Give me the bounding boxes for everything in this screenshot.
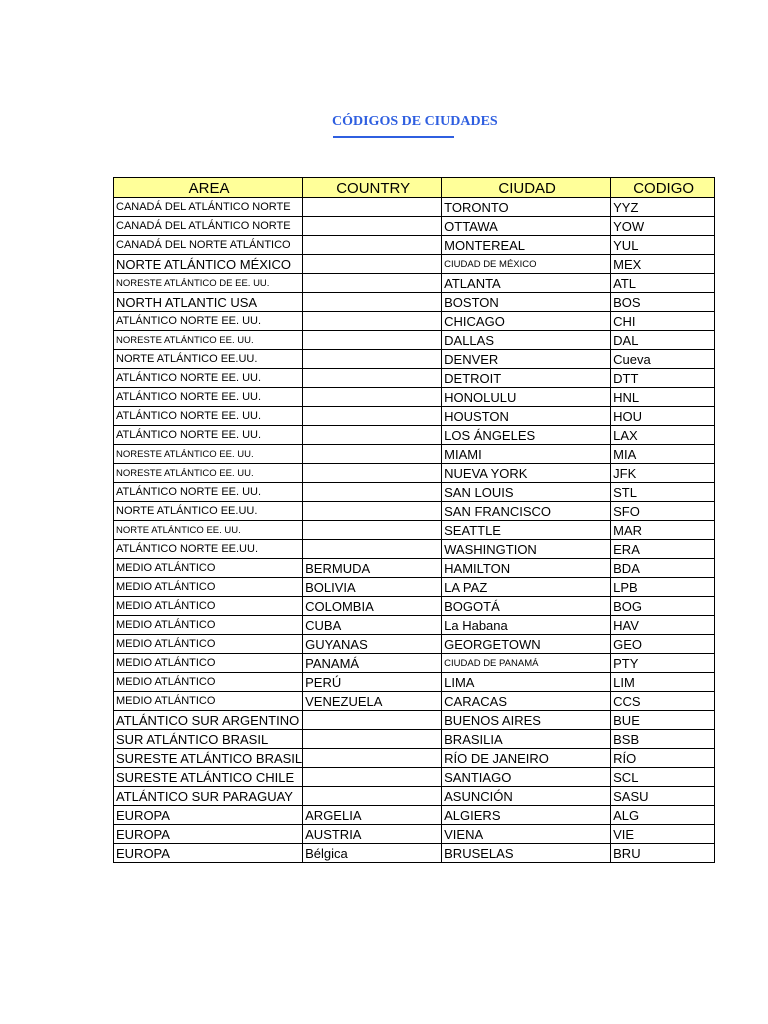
country-cell [303, 350, 442, 369]
code-cell: RÍO [611, 749, 715, 768]
country-cell [303, 312, 442, 331]
code-cell: HNL [611, 388, 715, 407]
code-cell: ALG [611, 806, 715, 825]
country-cell [303, 768, 442, 787]
header-area: AREA [114, 178, 303, 198]
table-row [114, 616, 715, 635]
table-row [114, 407, 715, 426]
country-cell [303, 445, 442, 464]
country-cell [303, 407, 442, 426]
table-row [114, 711, 715, 730]
page-title: CÓDIGOS DE CIUDADES [332, 114, 498, 129]
code-cell: LIM [611, 673, 715, 692]
country-cell: COLOMBIA [303, 597, 442, 616]
area-cell: MEDIO ATLÁNTICO [114, 559, 303, 578]
city-cell: ASUNCIÓN [442, 787, 611, 806]
country-cell [303, 464, 442, 483]
header-row [114, 178, 715, 198]
area-cell: CANADÁ DEL ATLÁNTICO NORTE [114, 217, 303, 236]
area-cell: MEDIO ATLÁNTICO [114, 654, 303, 673]
area-cell: ATLÁNTICO NORTE EE. UU. [114, 369, 303, 388]
city-cell: LOS ÁNGELES [442, 426, 611, 445]
country-cell [303, 331, 442, 350]
area-cell: NORTH ATLANTIC USA [114, 293, 303, 312]
table-row [114, 654, 715, 673]
city-cell: MONTEREAL [442, 236, 611, 255]
code-cell: BOG [611, 597, 715, 616]
code-cell: MAR [611, 521, 715, 540]
header-code: CODIGO [611, 178, 715, 198]
city-cell: HONOLULU [442, 388, 611, 407]
country-cell [303, 388, 442, 407]
code-cell: PTY [611, 654, 715, 673]
area-cell: MEDIO ATLÁNTICO [114, 597, 303, 616]
city-cell: HAMILTON [442, 559, 611, 578]
city-cell: CIUDAD DE MÉXICO [442, 255, 611, 274]
city-cell: NUEVA YORK [442, 464, 611, 483]
country-cell [303, 730, 442, 749]
city-cell: TORONTO [442, 198, 611, 217]
country-cell: GUYANAS [303, 635, 442, 654]
city-cell: La Habana [442, 616, 611, 635]
city-cell: BUENOS AIRES [442, 711, 611, 730]
table-row [114, 768, 715, 787]
area-cell: ATLÁNTICO NORTE EE. UU. [114, 407, 303, 426]
table-row [114, 749, 715, 768]
header-country: COUNTRY [303, 178, 442, 198]
country-cell [303, 540, 442, 559]
country-cell: VENEZUELA [303, 692, 442, 711]
code-cell: JFK [611, 464, 715, 483]
table-row [114, 445, 715, 464]
code-cell: STL [611, 483, 715, 502]
code-cell: CHI [611, 312, 715, 331]
country-cell [303, 521, 442, 540]
country-cell [303, 369, 442, 388]
code-cell: Cueva [611, 350, 715, 369]
code-cell: SFO [611, 502, 715, 521]
country-cell: Bélgica [303, 844, 442, 863]
city-cell: SANTIAGO [442, 768, 611, 787]
table-row [114, 825, 715, 844]
city-cell: DENVER [442, 350, 611, 369]
city-cell: DALLAS [442, 331, 611, 350]
city-cell: BOGOTÁ [442, 597, 611, 616]
code-cell: DAL [611, 331, 715, 350]
country-cell [303, 749, 442, 768]
table-row [114, 521, 715, 540]
code-cell: ATL [611, 274, 715, 293]
area-cell: NORTE ATLÁNTICO EE.UU. [114, 502, 303, 521]
code-cell: CCS [611, 692, 715, 711]
country-cell [303, 426, 442, 445]
code-cell: HOU [611, 407, 715, 426]
code-cell: MEX [611, 255, 715, 274]
table-row [114, 673, 715, 692]
country-cell: PANAMÁ [303, 654, 442, 673]
country-cell: BERMUDA [303, 559, 442, 578]
table-row [114, 730, 715, 749]
area-cell: ATLÁNTICO SUR PARAGUAY [114, 787, 303, 806]
table-row [114, 559, 715, 578]
table-row [114, 312, 715, 331]
table-row [114, 635, 715, 654]
country-cell: AUSTRIA [303, 825, 442, 844]
area-cell: MEDIO ATLÁNTICO [114, 673, 303, 692]
city-cell: RÍO DE JANEIRO [442, 749, 611, 768]
code-cell: YYZ [611, 198, 715, 217]
code-cell: BUE [611, 711, 715, 730]
area-cell: ATLÁNTICO NORTE EE.UU. [114, 540, 303, 559]
country-cell [303, 255, 442, 274]
code-cell: SCL [611, 768, 715, 787]
table-row [114, 274, 715, 293]
city-cell: CIUDAD DE PANAMÁ [442, 654, 611, 673]
code-cell: HAV [611, 616, 715, 635]
city-cell: CARACAS [442, 692, 611, 711]
area-cell: CANADÁ DEL ATLÁNTICO NORTE [114, 198, 303, 217]
city-cell: SAN FRANCISCO [442, 502, 611, 521]
table-row [114, 692, 715, 711]
city-cell: CHICAGO [442, 312, 611, 331]
area-cell: MEDIO ATLÁNTICO [114, 692, 303, 711]
code-cell: ERA [611, 540, 715, 559]
city-cell: OTTAWA [442, 217, 611, 236]
table-row [114, 293, 715, 312]
table-row [114, 255, 715, 274]
area-cell: MEDIO ATLÁNTICO [114, 616, 303, 635]
country-cell [303, 293, 442, 312]
table-row [114, 350, 715, 369]
area-cell: ATLÁNTICO NORTE EE. UU. [114, 426, 303, 445]
area-cell: EUROPA [114, 825, 303, 844]
code-cell: MIA [611, 445, 715, 464]
city-cell: SEATTLE [442, 521, 611, 540]
area-cell: SUR ATLÁNTICO BRASIL [114, 730, 303, 749]
city-cell: LA PAZ [442, 578, 611, 597]
city-cell: VIENA [442, 825, 611, 844]
area-cell: ATLÁNTICO NORTE EE. UU. [114, 388, 303, 407]
area-cell: CANADÁ DEL NORTE ATLÁNTICO [114, 236, 303, 255]
area-cell: SURESTE ATLÁNTICO BRASIL [114, 749, 303, 768]
table-row [114, 597, 715, 616]
country-cell: BOLIVIA [303, 578, 442, 597]
area-cell: SURESTE ATLÁNTICO CHILE [114, 768, 303, 787]
area-cell: EUROPA [114, 844, 303, 863]
area-cell: NORESTE ATLÁNTICO EE. UU. [114, 464, 303, 483]
city-cell: LIMA [442, 673, 611, 692]
country-cell: ARGELIA [303, 806, 442, 825]
country-cell [303, 198, 442, 217]
title-underline [333, 136, 454, 138]
code-cell: YUL [611, 236, 715, 255]
table-row [114, 331, 715, 350]
area-cell: ATLÁNTICO SUR ARGENTINO [114, 711, 303, 730]
code-cell: BRU [611, 844, 715, 863]
city-cell: SAN LOUIS [442, 483, 611, 502]
city-cell: GEORGETOWN [442, 635, 611, 654]
table-row [114, 787, 715, 806]
country-cell [303, 502, 442, 521]
code-cell: YOW [611, 217, 715, 236]
city-cell: BRASILIA [442, 730, 611, 749]
table-row [114, 388, 715, 407]
area-cell: NORTE ATLÁNTICO EE. UU. [114, 521, 303, 540]
country-cell: CUBA [303, 616, 442, 635]
table-row [114, 464, 715, 483]
country-cell [303, 711, 442, 730]
city-cell: ALGIERS [442, 806, 611, 825]
table-row [114, 217, 715, 236]
area-cell: MEDIO ATLÁNTICO [114, 635, 303, 654]
area-cell: NORTE ATLÁNTICO EE.UU. [114, 350, 303, 369]
country-cell [303, 787, 442, 806]
area-cell: ATLÁNTICO NORTE EE. UU. [114, 483, 303, 502]
country-cell [303, 217, 442, 236]
code-cell: BDA [611, 559, 715, 578]
city-cell: ATLANTA [442, 274, 611, 293]
code-cell: VIE [611, 825, 715, 844]
code-cell: GEO [611, 635, 715, 654]
table-row [114, 806, 715, 825]
area-cell: EUROPA [114, 806, 303, 825]
table-row [114, 369, 715, 388]
area-cell: NORESTE ATLÁNTICO DE EE. UU. [114, 274, 303, 293]
city-cell: BOSTON [442, 293, 611, 312]
area-cell: NORESTE ATLÁNTICO EE. UU. [114, 331, 303, 350]
table-row [114, 198, 715, 217]
area-cell: NORTE ATLÁNTICO MÉXICO [114, 255, 303, 274]
city-codes-table [113, 177, 715, 863]
area-cell: ATLÁNTICO NORTE EE. UU. [114, 312, 303, 331]
area-cell: MEDIO ATLÁNTICO [114, 578, 303, 597]
city-cell: MIAMI [442, 445, 611, 464]
area-cell: NORESTE ATLÁNTICO EE. UU. [114, 445, 303, 464]
city-cell: WASHINGTION [442, 540, 611, 559]
code-cell: LAX [611, 426, 715, 445]
code-cell: BSB [611, 730, 715, 749]
table-row [114, 578, 715, 597]
city-cell: DETROIT [442, 369, 611, 388]
country-cell: PERÚ [303, 673, 442, 692]
country-cell [303, 274, 442, 293]
country-cell [303, 236, 442, 255]
code-cell: DTT [611, 369, 715, 388]
city-cell: BRUSELAS [442, 844, 611, 863]
code-cell: BOS [611, 293, 715, 312]
code-cell: LPB [611, 578, 715, 597]
table-row [114, 502, 715, 521]
table-row [114, 483, 715, 502]
header-city: CIUDAD [442, 178, 611, 198]
city-cell: HOUSTON [442, 407, 611, 426]
table-row [114, 540, 715, 559]
table-row [114, 236, 715, 255]
table-row [114, 844, 715, 863]
table-row [114, 426, 715, 445]
code-cell: SASU [611, 787, 715, 806]
country-cell [303, 483, 442, 502]
